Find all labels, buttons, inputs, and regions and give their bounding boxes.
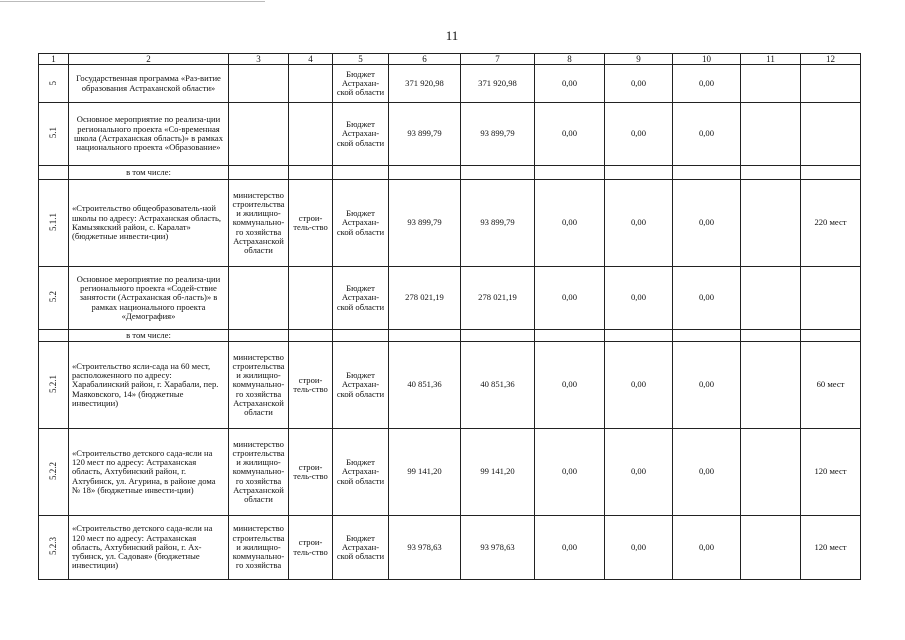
responsible-cell: министерство строительства и жилищно-коммунально-го хозяйства Астраханской области [229,429,289,516]
type-cell [289,65,333,103]
value-cell [741,267,801,330]
value-cell: 0,00 [673,516,741,580]
value-cell: 93 978,63 [461,516,535,580]
row-number-cell [39,429,69,516]
subheader-label: в том числе: [69,166,229,180]
table-row [39,103,861,166]
source-cell: Бюджет Астрахан-ской области [333,429,389,516]
value-cell [741,516,801,580]
column-number: 2 [69,54,229,65]
value-cell: 0,00 [535,103,605,166]
value-cell: 93 899,79 [389,103,461,166]
row-number: 5.2 [47,291,58,303]
type-cell: строи-тель-ство [289,180,333,267]
value-cell: 371 920,98 [389,65,461,103]
capacity-cell [801,103,861,166]
table-row [39,342,861,429]
source-cell: Бюджет Астрахан-ской области [333,516,389,580]
row-number-cell [39,267,69,330]
value-cell [741,103,801,166]
row-number: 5.2.3 [47,537,58,556]
row-number: 5.1 [47,127,58,139]
capacity-cell: 220 мест [801,180,861,267]
value-cell: 93 899,79 [461,180,535,267]
value-cell: 0,00 [535,267,605,330]
row-number-cell [39,180,69,267]
row-number: 5.2.1 [47,374,58,393]
column-number: 12 [801,54,861,65]
responsible-cell [229,103,289,166]
table-row [39,267,861,330]
table-row [39,516,861,580]
value-cell: 0,00 [535,65,605,103]
responsible-cell: министерство строительства и жилищно-коммунально-го хозяйства Астраханской области [229,342,289,429]
capacity-cell: 120 мест [801,516,861,580]
column-number: 8 [535,54,605,65]
value-cell [741,342,801,429]
value-cell: 93 978,63 [389,516,461,580]
row-description: Основное мероприятие по реализа-ции регионального проекта «Содей-ствие занятости (Астраханская об-ласть)» в рамках национального проекта «Демография» [69,267,229,330]
value-cell: 0,00 [535,342,605,429]
value-cell: 99 141,20 [461,429,535,516]
value-cell: 0,00 [535,180,605,267]
row-description: «Строительство детского сада-ясли на 120 мест по адресу: Астраханская область, Ахтубинский район, г. Ахтубинск, ул. Агурина, в районе дома № 18» (бюджетные инвести-ции) [69,429,229,516]
row-number: 5.2.2 [47,461,58,480]
value-cell [741,65,801,103]
row-description: «Строительство общеобразователь-ной школы по адресу: Астраханская область, Камызякский район, с. Каралат» (бюджетные инвести-ции) [69,180,229,267]
value-cell: 0,00 [673,103,741,166]
value-cell: 0,00 [673,342,741,429]
subheader-label: в том числе: [69,330,229,342]
value-cell: 0,00 [535,429,605,516]
type-cell [289,103,333,166]
value-cell: 0,00 [605,180,673,267]
subheader-row [39,166,861,180]
value-cell: 93 899,79 [389,180,461,267]
value-cell: 0,00 [673,267,741,330]
row-number-cell [39,103,69,166]
value-cell: 99 141,20 [389,429,461,516]
program-table [38,53,861,580]
source-cell: Бюджет Астрахан-ской области [333,180,389,267]
type-cell: строи-тель-ство [289,429,333,516]
table-row [39,429,861,516]
source-cell: Бюджет Астрахан-ской области [333,267,389,330]
type-cell [289,267,333,330]
type-cell: строи-тель-ство [289,342,333,429]
row-description: Основное мероприятие по реализа-ции регионального проекта «Со-временная школа (Астраханская область)» в рамках национального проекта «Образование» [69,103,229,166]
row-number: 5.1.1 [47,212,58,231]
column-number: 1 [39,54,69,65]
column-number-row [39,54,861,65]
column-number: 5 [333,54,389,65]
scan-edge-line [0,1,265,2]
row-number-cell [39,342,69,429]
value-cell: 0,00 [673,429,741,516]
page-number: 11 [445,28,459,43]
value-cell: 278 021,19 [461,267,535,330]
value-cell: 93 899,79 [461,103,535,166]
value-cell: 0,00 [605,342,673,429]
row-description: «Строительство ясли-сада на 60 мест, расположенного по адресу: Харабалинский район, г. Харабали, пер. Маяковского, 14» (бюджетные инвестиции) [69,342,229,429]
responsible-cell: министерство строительства и жилищно-коммунально-го хозяйства Астраханской области [229,180,289,267]
column-number: 10 [673,54,741,65]
column-number: 4 [289,54,333,65]
value-cell: 40 851,36 [389,342,461,429]
column-number: 11 [741,54,801,65]
capacity-cell: 60 мест [801,342,861,429]
capacity-cell [801,267,861,330]
capacity-cell: 120 мест [801,429,861,516]
column-number: 3 [229,54,289,65]
value-cell: 0,00 [673,180,741,267]
row-number-cell [39,516,69,580]
column-number: 7 [461,54,535,65]
source-cell: Бюджет Астрахан-ской области [333,103,389,166]
value-cell: 0,00 [605,267,673,330]
subheader-row [39,330,861,342]
value-cell: 0,00 [605,65,673,103]
responsible-cell [229,267,289,330]
source-cell: Бюджет Астрахан-ской области [333,65,389,103]
column-number: 9 [605,54,673,65]
table-row [39,65,861,103]
row-number: 5 [47,81,58,86]
value-cell: 0,00 [673,65,741,103]
row-number-cell [39,65,69,103]
value-cell: 0,00 [535,516,605,580]
value-cell [741,180,801,267]
value-cell: 0,00 [605,429,673,516]
value-cell [741,429,801,516]
responsible-cell [229,65,289,103]
row-description: «Строительство детского сада-ясли на 120 мест по адресу: Астраханская область, Ахтубинский район, г. Ах-тубинск, ул. Садовая» (бюджетные инвестиции) [69,516,229,580]
value-cell: 0,00 [605,103,673,166]
row-description: Государственная программа «Раз-витие образования Астраханской области» [69,65,229,103]
value-cell: 371 920,98 [461,65,535,103]
type-cell: строи-тель-ство [289,516,333,580]
value-cell: 40 851,36 [461,342,535,429]
column-number: 6 [389,54,461,65]
capacity-cell [801,65,861,103]
value-cell: 0,00 [605,516,673,580]
table-row [39,180,861,267]
value-cell: 278 021,19 [389,267,461,330]
source-cell: Бюджет Астрахан-ской области [333,342,389,429]
responsible-cell: министерство строительства и жилищно-коммунально-го хозяйства [229,516,289,580]
